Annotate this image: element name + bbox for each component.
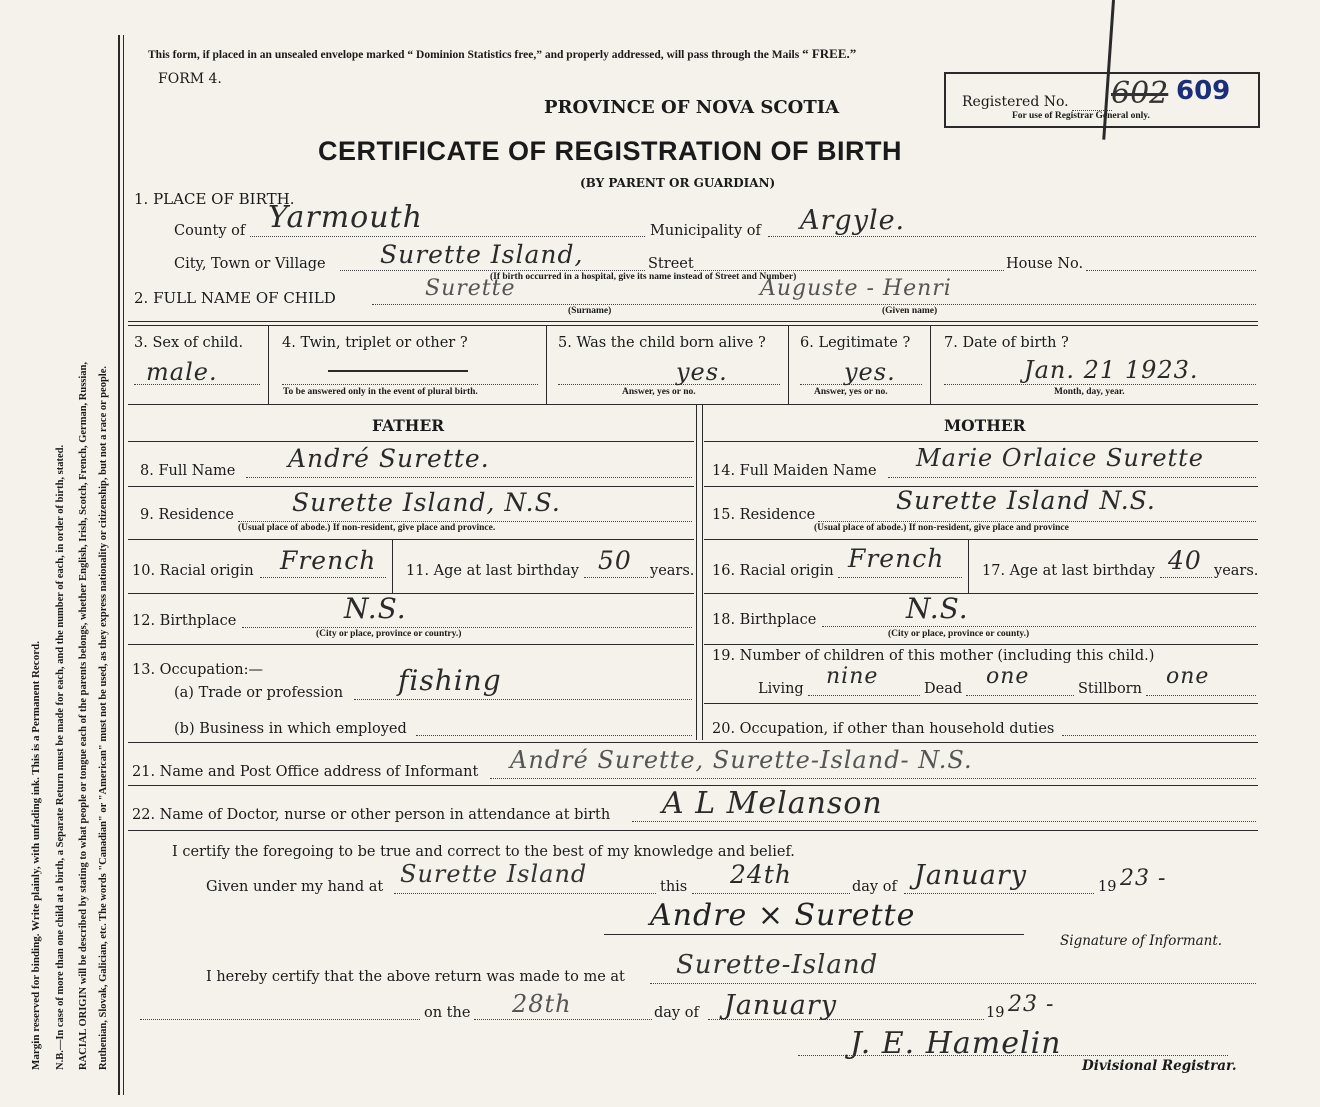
- place-heading: 1. PLACE OF BIRTH.: [134, 190, 295, 208]
- dob-value: Jan. 21 1923.: [1024, 356, 1199, 384]
- father-age-value: 50: [598, 546, 632, 575]
- margin-line-1: Margin reserved for binding. Write plainly, with unfading ink. This is a Permanent Record.: [30, 641, 42, 1070]
- mother-age-unit: years.: [1214, 563, 1259, 579]
- registered-crossed-number: 602: [1111, 76, 1169, 111]
- trade-value: fishing: [398, 664, 502, 697]
- mother-age-label: 17. Age at last birthday: [982, 563, 1155, 579]
- father-residence-label: 9. Residence: [140, 507, 234, 523]
- dob-note: Month, day, year.: [1054, 387, 1125, 397]
- mother-residence-note: (Usual place of abode.) If non-resident, give place and province: [814, 523, 1069, 533]
- margin-line-2: N.B.—In case of more than one child at a birth, a Separate Return must be made for each, and the number of each, in order of birth, stated.: [55, 444, 66, 1070]
- street-label: Street: [648, 256, 694, 272]
- province-heading: PROVINCE OF NOVA SCOTIA: [544, 97, 840, 118]
- mother-age-value: 40: [1168, 546, 1202, 575]
- dob-label: 7. Date of birth ?: [944, 335, 1069, 351]
- mother-racial-value: French: [848, 544, 945, 573]
- registrar-use-note: For use of Registrar General only.: [1012, 111, 1150, 121]
- father-birthplace-value: N.S.: [344, 592, 407, 625]
- municipality-label: Municipality of: [650, 223, 761, 239]
- mother-birthplace-label: 18. Birthplace: [712, 612, 817, 628]
- return-day-of-label: day of: [654, 1005, 699, 1021]
- signature-informant-label: Signature of Informant.: [1060, 933, 1223, 949]
- surname-note: (Surname): [568, 306, 612, 316]
- mother-heading: MOTHER: [944, 416, 1026, 435]
- twin-label: 4. Twin, triplet or other ?: [282, 335, 468, 351]
- margin-line-4: Ruthenian, Slovak, Galician, etc. The words "Canadian" or "American" must not be used, as they express nationality or citizenship, but not a race or people.: [98, 365, 109, 1070]
- registrar-signature: J. E. Hamelin: [850, 1026, 1062, 1061]
- father-racial-label: 10. Racial origin: [132, 563, 254, 579]
- margin-rule: [118, 35, 120, 1095]
- city-label: City, Town or Village: [174, 256, 326, 272]
- father-name-label: 8. Full Name: [140, 463, 236, 479]
- stillborn-label: Stillborn: [1078, 681, 1142, 697]
- certify-text: I certify the foregoing to be true and correct to the best of my knowledge and belief.: [172, 844, 795, 860]
- given-name-note: (Given name): [882, 306, 938, 316]
- dead-label: Dead: [924, 681, 963, 697]
- legitimate-note: Answer, yes or no.: [814, 387, 888, 397]
- mother-occupation-label: 20. Occupation, if other than household duties: [712, 721, 1055, 737]
- doctor-label: 22. Name of Doctor, nurse or other person in attendance at birth: [132, 807, 611, 823]
- given-under-label: Given under my hand at: [206, 879, 384, 895]
- city-value: Surette Island,: [380, 240, 584, 269]
- business-label: (b) Business in which employed: [174, 721, 407, 737]
- trade-label: (a) Trade or profession: [174, 685, 344, 701]
- alive-value: yes.: [676, 358, 728, 386]
- return-year-label: 19: [986, 1005, 1005, 1021]
- return-month-value: January: [724, 990, 837, 1021]
- given-day-value: 24th: [730, 860, 792, 889]
- return-text: I hereby certify that the above return was made to me at: [206, 969, 625, 985]
- alive-note: Answer, yes or no.: [622, 387, 696, 397]
- stillborn-value: one: [1166, 664, 1210, 689]
- father-birthplace-note: (City or place, province or country.): [316, 629, 462, 639]
- county-label: County of: [174, 223, 246, 239]
- on-the-label: on the: [424, 1005, 471, 1021]
- mail-notice: This form, if placed in an unsealed envelope marked “ Dominion Statistics free,” and properly addressed, will pass through the Mails “ FREE.”: [148, 46, 857, 61]
- margin-instructions: [20, 30, 110, 1080]
- father-age-unit: years.: [650, 563, 695, 579]
- living-value: nine: [826, 664, 879, 689]
- informant-label: 21. Name and Post Office address of Informant: [132, 764, 479, 780]
- margin-line-3: RACIAL ORIGIN will be described by stating to what people or tongue each of the parents belongs, whether English, Irish, Scotch, French, German, Russian,: [78, 361, 89, 1070]
- this-label: this: [660, 879, 688, 895]
- alive-label: 5. Was the child born alive ?: [558, 335, 766, 351]
- mother-residence-label: 15. Residence: [712, 507, 816, 523]
- margin-rule-inner: [123, 35, 124, 1095]
- sex-label: 3. Sex of child.: [134, 335, 244, 351]
- return-day-value: 28th: [512, 990, 572, 1018]
- house-label: House No.: [1006, 256, 1084, 272]
- given-month-value: January: [914, 860, 1027, 891]
- given-year-label: 19: [1098, 879, 1117, 895]
- county-value: Yarmouth: [268, 200, 423, 235]
- father-residence-value: Surette Island, N.S.: [292, 488, 561, 517]
- certificate-subtitle: (BY PARENT OR GUARDIAN): [580, 176, 776, 190]
- living-label: Living: [758, 681, 804, 697]
- father-residence-note: (Usual place of abode.) If non-resident, give place and province.: [238, 523, 496, 533]
- hospital-note: (If birth occurred in a hospital, give its name instead of Street and Number): [490, 272, 797, 282]
- father-name-value: André Surette.: [288, 444, 490, 473]
- children-count-label: 19. Number of children of this mother (including this child.): [712, 648, 1155, 664]
- mother-name-label: 14. Full Maiden Name: [712, 463, 877, 479]
- form-number: FORM 4.: [158, 71, 222, 87]
- informant-signature: Andre × Surette: [650, 898, 916, 933]
- certificate-title: CERTIFICATE OF REGISTRATION OF BIRTH: [318, 136, 902, 166]
- mother-residence-value: Surette Island N.S.: [896, 486, 1156, 515]
- registered-box: [944, 72, 1260, 128]
- father-racial-value: French: [280, 546, 377, 575]
- sex-value: male.: [146, 358, 218, 386]
- registered-label: Registered No.: [962, 94, 1069, 110]
- return-place-value: Surette-Island: [676, 950, 879, 980]
- father-heading: FATHER: [372, 416, 445, 435]
- municipality-value: Argyle.: [800, 205, 906, 236]
- child-name-label: 2. FULL NAME OF CHILD: [134, 289, 336, 307]
- mother-name-value: Marie Orlaice Surette: [916, 444, 1205, 472]
- child-surname: Surette: [425, 276, 516, 301]
- given-day-of-label: day of: [852, 879, 897, 895]
- return-year-value: 23 -: [1008, 992, 1055, 1017]
- dead-value: one: [986, 664, 1030, 689]
- legitimate-label: 6. Legitimate ?: [800, 335, 911, 351]
- father-age-label: 11. Age at last birthday: [406, 563, 579, 579]
- child-given-name: Auguste - Henri: [760, 276, 952, 301]
- informant-value: André Surette, Surette-Island- N.S.: [510, 746, 973, 774]
- divisional-registrar-label: Divisional Registrar.: [1082, 1058, 1237, 1074]
- mother-birthplace-note: (City or place, province or county.): [888, 629, 1030, 639]
- mother-birthplace-value: N.S.: [906, 592, 969, 625]
- mother-racial-label: 16. Racial origin: [712, 563, 834, 579]
- twin-note: To be answered only in the event of plural birth.: [283, 387, 478, 397]
- doctor-value: A L Melanson: [662, 786, 883, 821]
- legitimate-value: yes.: [844, 358, 896, 386]
- father-birthplace-label: 12. Birthplace: [132, 613, 237, 629]
- registered-number: 609: [1176, 76, 1231, 106]
- given-place-value: Surette Island: [400, 860, 588, 888]
- father-occupation-label: 13. Occupation:—: [132, 662, 263, 678]
- given-year-value: 23 -: [1120, 866, 1167, 891]
